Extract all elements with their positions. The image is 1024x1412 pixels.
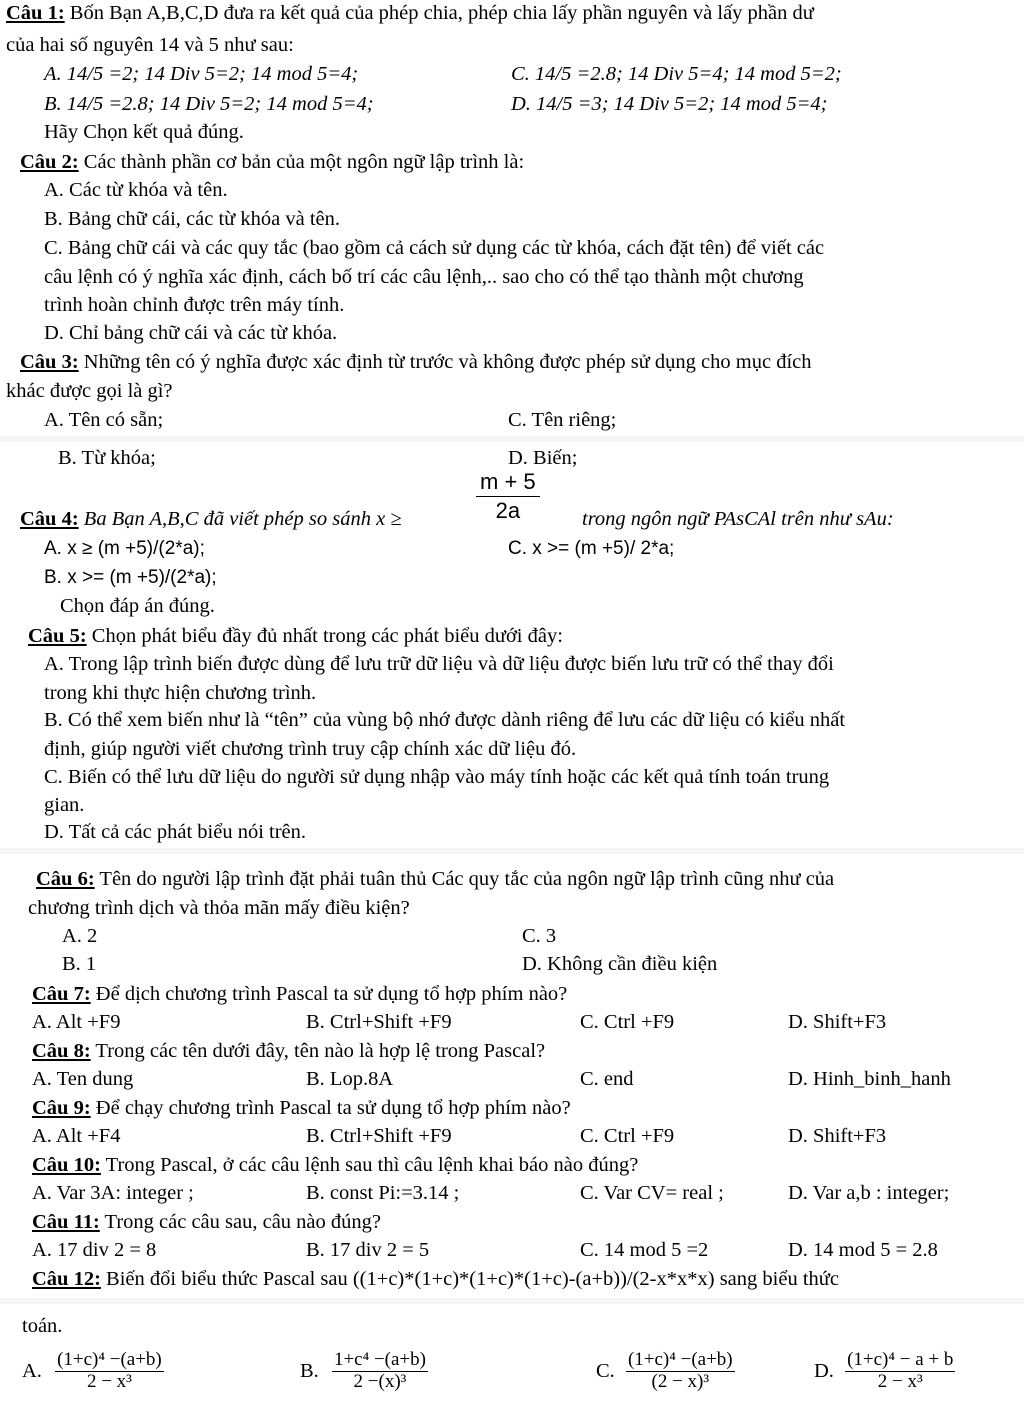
option-text: A. x ≥ (m +5)/(2*a); <box>44 538 205 559</box>
numerator: (1+c)⁴ − a + b <box>847 1349 954 1370</box>
option-label: A. <box>22 1360 42 1383</box>
question-9-stem <box>32 1094 571 1123</box>
question-label: Câu 7: <box>32 983 91 1005</box>
q1-option-c: C. 14/5 =2.8; 14 Div 5=4; 14 mod 5=2; <box>511 63 842 85</box>
q8-option-c: C. end <box>580 1068 634 1090</box>
q3-option-a: A. Tên có sẵn; <box>44 409 164 431</box>
denominator: 2a <box>495 498 521 524</box>
q9-option-a: A. Alt +F4 <box>32 1125 121 1147</box>
q6-option-c: C. 3 <box>522 925 557 947</box>
q11-option-a: A. 17 div 2 = 8 <box>32 1239 157 1261</box>
q11-option-b: B. 17 div 2 = 5 <box>306 1239 430 1261</box>
option-label: B. <box>300 1360 319 1383</box>
denominator: 2 −(x)³ <box>353 1370 407 1392</box>
question-text: Tên do người lập trình đặt phải tuân thủ Các quy tắc của ngôn ngữ lập trình cũng như của <box>94 868 835 890</box>
q5-option-b: B. Có thể xem biến như là “tên” của vùng bộ nhớ được dành riêng để lưu các dữ liệu có kiểu nhất <box>44 709 846 731</box>
question-label: Câu 2: <box>20 151 79 173</box>
question-1-stem <box>6 0 814 28</box>
question-text: Để chạy chương trình Pascal ta sử dụng tổ hợp phím nào? <box>90 1097 571 1119</box>
q8-option-b: B. Lop.8A <box>306 1068 394 1090</box>
question-6-stem <box>36 865 834 894</box>
fraction <box>626 1350 735 1393</box>
q2-option-a: A. Các từ khóa và tên. <box>44 179 228 201</box>
question-text: Bốn Bạn A,B,C,D đưa ra kết quả của phép chia, phép chia lấy phần nguyên và lấy phần dư <box>64 2 814 24</box>
q9-option-d: D. Shift+F3 <box>788 1125 887 1147</box>
option-text: C. x >= (m +5)/ 2*a; <box>508 538 675 559</box>
q9-option-b: B. Ctrl+Shift +F9 <box>306 1125 452 1147</box>
fraction <box>845 1350 955 1393</box>
q6-option-d: D. Không cần điều kiện <box>522 953 718 975</box>
question-text: Những tên có ý nghĩa được xác định từ trước và không được phép sử dụng cho mục đích <box>78 351 812 373</box>
question-6-stem-cont: chương trình dịch và thỏa mãn mấy điều kiện? <box>28 897 410 919</box>
question-2-stem <box>20 148 524 177</box>
option-label: D. <box>814 1360 834 1383</box>
question-8-stem <box>32 1037 545 1066</box>
q9-option-c: C. Ctrl +F9 <box>580 1125 675 1147</box>
q7-option-a: A. Alt +F9 <box>32 1011 121 1033</box>
question-label: Câu 5: <box>28 625 87 647</box>
q10-option-b: B. const Pi:=3.14 ; <box>306 1182 460 1204</box>
question-text: Chọn phát biểu đầy đủ nhất trong các phát biểu dưới đây: <box>86 625 563 647</box>
question-label: Câu 10: <box>32 1154 101 1176</box>
q4-option-a <box>44 534 205 564</box>
q12-option-c <box>596 1350 735 1393</box>
q2-option-d: D. Chỉ bảng chữ cái và các từ khóa. <box>44 322 338 344</box>
question-label: Câu 4: <box>20 508 79 530</box>
option-label: C. <box>596 1360 615 1383</box>
question-7-stem <box>32 980 567 1009</box>
q8-option-a: A. Ten dung <box>32 1068 134 1090</box>
q2-option-c-cont: trình hoàn chỉnh được trên máy tính. <box>44 294 345 316</box>
option-text: B. x >= (m +5)/(2*a); <box>44 567 217 588</box>
question-text: Để dịch chương trình Pascal ta sử dụng tổ hợp phím nào? <box>90 983 568 1005</box>
question-label: Câu 8: <box>32 1040 91 1062</box>
question-5-stem <box>28 622 563 651</box>
question-label: Câu 1: <box>6 2 65 24</box>
q12-option-b <box>300 1350 428 1393</box>
denominator: 2 − x³ <box>877 1370 923 1392</box>
image-seam <box>0 436 1024 442</box>
q4-prompt: Chọn đáp án đúng. <box>60 595 215 617</box>
q2-option-c-cont: câu lệnh có ý nghĩa xác định, cách bố trí các câu lệnh,.. sao cho có thể tạo thành một chương <box>44 266 804 288</box>
q4-option-b <box>44 563 217 593</box>
numerator: m + 5 <box>476 470 540 497</box>
q5-option-d: D. Tất cả các phát biểu nói trên. <box>44 821 307 843</box>
question-3-stem <box>20 348 812 377</box>
numerator: (1+c)⁴ −(a+b) <box>57 1349 162 1370</box>
comparison-lhs: x ≥ <box>376 508 402 530</box>
q7-option-b: B. Ctrl+Shift +F9 <box>306 1011 452 1033</box>
question-label: Câu 3: <box>20 351 79 373</box>
q3-option-d: D. Biến; <box>508 447 578 469</box>
question-4-stem <box>20 505 402 534</box>
q1-option-d: D. 14/5 =3; 14 Div 5=2; 14 mod 5=4; <box>511 93 828 115</box>
q5-option-b-cont: định, giúp người viết chương trình truy cập chính xác dữ liệu đó. <box>44 738 577 760</box>
fraction <box>332 1350 428 1393</box>
question-1-stem-cont: của hai số nguyên 14 và 5 như sau: <box>6 34 294 56</box>
q5-option-a: A. Trong lập trình biến được dùng để lưu trữ dữ liệu và dữ liệu được biến lưu trữ có thể thay đổi <box>44 653 834 675</box>
q7-option-c: C. Ctrl +F9 <box>580 1011 675 1033</box>
image-seam <box>0 1298 1024 1304</box>
q2-option-b: B. Bảng chữ cái, các từ khóa và tên. <box>44 208 341 230</box>
question-text: Ba Bạn A,B,C đã viết phép so sánh <box>78 508 377 530</box>
question-label: Câu 6: <box>36 868 95 890</box>
q10-option-c: C. Var CV= real ; <box>580 1182 724 1204</box>
q3-option-b: B. Từ khóa; <box>58 447 156 469</box>
q4-option-c <box>508 534 674 564</box>
question-label: Câu 9: <box>32 1097 91 1119</box>
question-label: Câu 12: <box>32 1268 101 1290</box>
denominator: 2 − x³ <box>86 1370 132 1392</box>
q11-option-d: D. 14 mod 5 = 2.8 <box>788 1239 938 1261</box>
q1-option-a: A. 14/5 =2; 14 Div 5=2; 14 mod 5=4; <box>44 63 359 85</box>
q10-option-a: A. Var 3A: integer ; <box>32 1182 194 1204</box>
q12-option-a <box>22 1350 164 1393</box>
question-11-stem <box>32 1208 381 1237</box>
question-10-stem <box>32 1151 638 1180</box>
q5-option-c: C. Biến có thể lưu dữ liệu do người sử dụng nhập vào máy tính hoặc các kết quả tính toán trung <box>44 766 830 788</box>
numerator: 1+c⁴ −(a+b) <box>333 1349 426 1370</box>
question-text: Các thành phần cơ bản của một ngôn ngữ lập trình là: <box>78 151 525 173</box>
q4-stem-tail: trong ngôn ngữ PAsCAl trên như sAu: <box>582 508 894 530</box>
fraction <box>55 1350 164 1393</box>
q1-option-b: B. 14/5 =2.8; 14 Div 5=2; 14 mod 5=4; <box>44 93 374 115</box>
q5-option-a-cont: trong khi thực hiện chương trình. <box>44 682 317 704</box>
q1-prompt: Hãy Chọn kết quả đúng. <box>44 121 244 143</box>
q2-option-c: C. Bảng chữ cái và các quy tắc (bao gồm cả cách sử dụng các từ khóa, cách đặt tên) để viết các <box>44 237 825 259</box>
q5-option-c-cont: gian. <box>44 794 85 816</box>
denominator: (2 − x)³ <box>651 1370 710 1392</box>
q4-fraction <box>476 470 540 523</box>
question-text: Trong Pascal, ở các câu lệnh sau thì câu lệnh khai báo nào đúng? <box>100 1154 639 1176</box>
question-label: Câu 11: <box>32 1211 100 1233</box>
q8-option-d: D. Hinh_binh_hanh <box>788 1068 951 1090</box>
image-seam <box>0 848 1024 854</box>
question-12-stem <box>32 1265 839 1294</box>
numerator: (1+c)⁴ −(a+b) <box>627 1349 733 1370</box>
fraction <box>476 470 540 523</box>
q12-option-d <box>814 1350 955 1393</box>
question-3-stem-cont: khác được gọi là gì? <box>6 380 173 402</box>
question-text: Biến đổi biểu thức Pascal sau ((1+c)*(1+c)*(1+c)*(1+c)-(a+b))/(2-x*x*x) sang biểu thức <box>100 1268 839 1290</box>
question-12-stem-cont: toán. <box>22 1315 63 1337</box>
q6-option-a: A. 2 <box>62 925 98 947</box>
question-text: Trong các tên dưới đây, tên nào là hợp lệ trong Pascal? <box>90 1040 546 1062</box>
q3-option-c: C. Tên riêng; <box>508 409 617 431</box>
q11-option-c: C. 14 mod 5 =2 <box>580 1239 709 1261</box>
question-text: Trong các câu sau, câu nào đúng? <box>99 1211 382 1233</box>
q10-option-d: D. Var a,b : integer; <box>788 1182 950 1204</box>
q7-option-d: D. Shift+F3 <box>788 1011 887 1033</box>
q6-option-b: B. 1 <box>62 953 97 975</box>
